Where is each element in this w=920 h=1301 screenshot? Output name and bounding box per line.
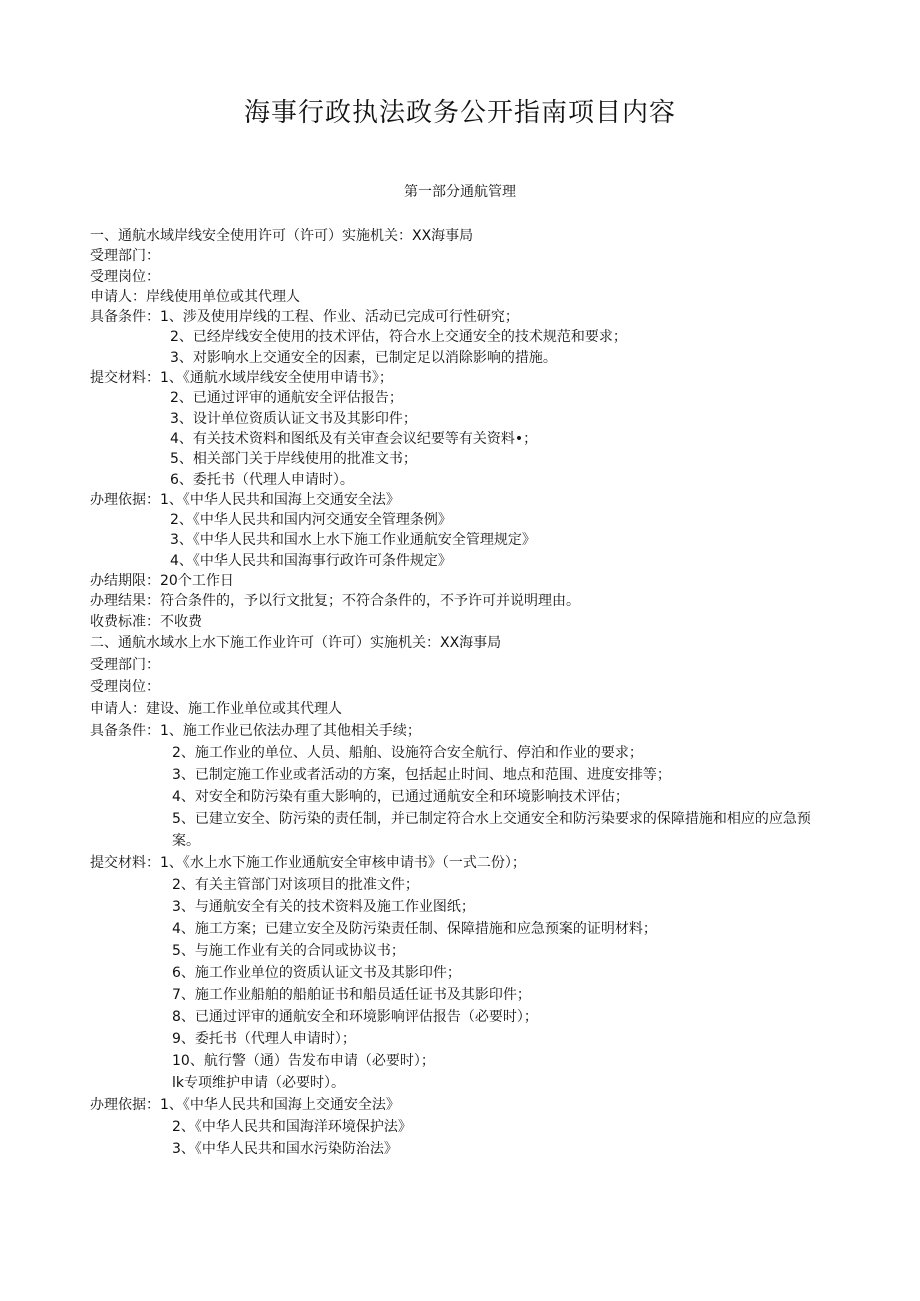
item1-fee: 收费标准：不收费 <box>90 613 202 630</box>
item1-condition: 2、已经岸线安全使用的技术评估，符合水上交通安全的技术规范和要求； <box>170 329 627 346</box>
item1-material: 3、设计单位资质认证文书及其影印件； <box>170 410 417 427</box>
item1-materials-label: 提交材料： <box>90 370 160 387</box>
item2-materials-label: 提交材料： <box>90 854 160 871</box>
item1-condition: 1、涉及使用岸线的工程、作业、活动已完成可行性研究； <box>160 309 519 326</box>
item2-heading: 二、通航水域水上水下施工作业许可（许可）实施机关：XX海事局 <box>90 634 502 651</box>
item1-material-row <box>90 368 850 388</box>
item2-material: 9、委托书（代理人申请时）； <box>172 1030 356 1047</box>
item2-material: lk专项维护申请（必要时）。 <box>172 1074 345 1091</box>
item1-conditions-label: 具备条件： <box>90 309 160 326</box>
item1-result: 办理结果：符合条件的，予以行文批复；不符合条件的，不予许可并说明理由。 <box>90 593 580 610</box>
item1-post: 受理岗位： <box>90 268 160 285</box>
item1-material: 1、《通航水域岸线安全使用申请书》； <box>160 370 393 387</box>
item2-basis: 2、《中华人民共和国海洋环境保护法》 <box>172 1118 412 1135</box>
item1-dept: 受理部门： <box>90 248 160 265</box>
part-title: 第一部分通航管理 <box>404 184 516 200</box>
item1-basis: 3、《中华人民共和国水上水下施工作业通航安全管理规定》 <box>170 532 536 549</box>
item2-material: 10、航行警（通）告发布申请（必要时）； <box>172 1052 435 1069</box>
item1-basis: 1、《中华人民共和国海上交通安全法》 <box>160 491 400 508</box>
item2-material: 4、施工方案；已建立安全及防污染责任制、保障措施和应急预案的证明材料； <box>172 920 657 937</box>
item2-condition: 2、施工作业的单位、人员、船舶、设施符合安全航行、停泊和作业的要求； <box>172 744 643 761</box>
item2-basis: 3、《中华人民共和国水污染防治法》 <box>172 1140 398 1157</box>
item1-condition-row <box>90 307 850 327</box>
item1-basis-row <box>90 490 850 510</box>
item2-condition: 4、对安全和防污染有重大影响的，已通过通航安全和环境影响技术评估； <box>172 788 629 805</box>
item1-basis: 4、《中华人民共和国海事行政许可条件规定》 <box>170 552 452 569</box>
item1-material: 5、相关部门关于岸线使用的批准文书； <box>170 451 417 468</box>
item2-condition-row <box>90 720 850 742</box>
item2-material: 6、施工作业单位的资质认证文书及其影印件； <box>172 964 461 981</box>
item2-material: 5、与施工作业有关的合同或协议书； <box>172 942 405 959</box>
item2-conditions-label: 具备条件： <box>90 722 160 739</box>
item1-material: 4、有关技术资料和图纸及有关审查会议纪要等有关资料•； <box>170 430 538 447</box>
item2-basis: 1、《中华人民共和国海上交通安全法》 <box>160 1096 400 1113</box>
item2-material: 1、《水上水下施工作业通航安全审核申请书》（一式二份）； <box>160 854 526 871</box>
item2-basis-row <box>90 1094 850 1116</box>
item2-material: 2、有关主管部门对该项目的批准文件； <box>172 876 419 893</box>
document-title: 海事行政执法政务公开指南项目内容 <box>243 98 676 128</box>
item2-applicant: 申请人：建设、施工作业单位或其代理人 <box>90 700 342 717</box>
item1-heading: 一、通航水域岸线安全使用许可（许可）实施机关：XX海事局 <box>90 228 474 244</box>
item2-condition: 1、施工作业已依法办理了其他相关手续； <box>160 722 421 739</box>
item1-applicant: 申请人：岸线使用单位或其代理人 <box>90 288 300 305</box>
item1-condition: 3、对影响水上交通安全的因素，已制定足以消除影响的措施。 <box>170 349 557 366</box>
item2-material-row <box>90 852 850 874</box>
item1-deadline: 办结期限：20个工作日 <box>90 573 234 590</box>
item2-condition: 5、已建立安全、防污染的责任制，并已制定符合水上交通安全和防污染要求的保障措施和相应的应急预案。 <box>172 810 811 849</box>
item2-material: 8、已通过评审的通航安全和环境影响评估报告（必要时）； <box>172 1008 538 1025</box>
item2-condition: 3、已制定施工作业或者活动的方案，包括起止时间、地点和范围、进度安排等； <box>172 766 671 783</box>
item2-basis-label: 办理依据： <box>90 1096 160 1113</box>
document-body <box>90 226 850 1160</box>
item2-dept: 受理部门： <box>90 656 160 673</box>
item2-material: 7、施工作业船舶的船舶证书和船员适任证书及其影印件； <box>172 986 531 1003</box>
item1-material: 2、已通过评审的通航安全评估报告； <box>170 390 403 407</box>
item2-post: 受理岗位： <box>90 678 160 695</box>
item1-material: 6、委托书（代理人申请时）。 <box>170 471 354 488</box>
item2-material: 3、与通航安全有关的技术资料及施工作业图纸； <box>172 898 475 915</box>
item1-basis: 2、《中华人民共和国内河交通安全管理条例》 <box>170 512 452 529</box>
item1-basis-label: 办理依据： <box>90 491 160 508</box>
